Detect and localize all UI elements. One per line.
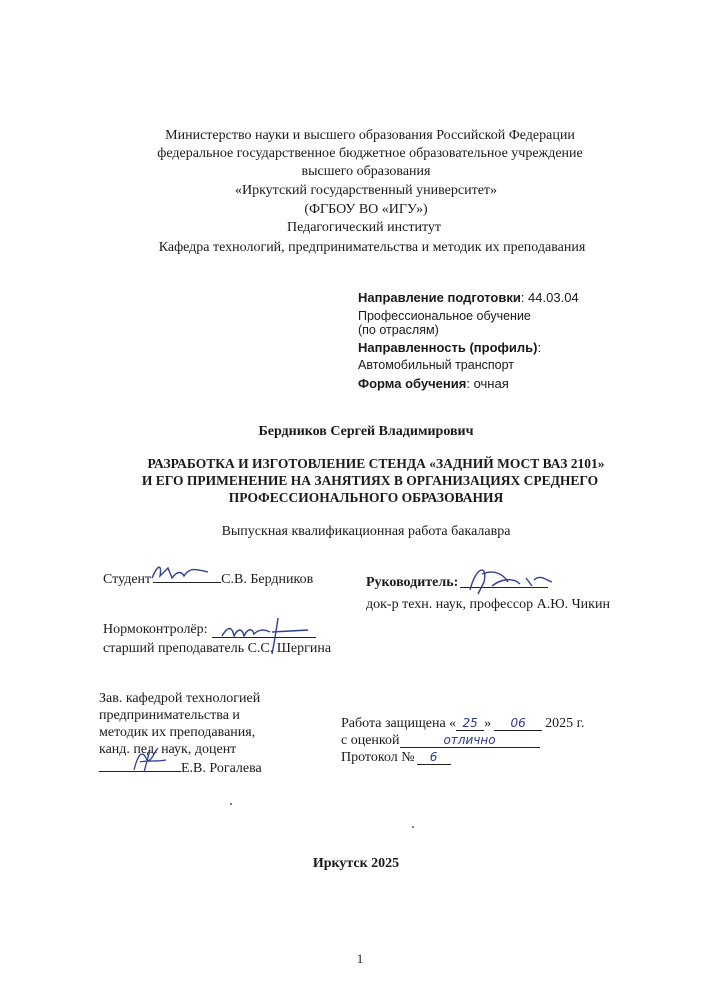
defense-month: 06 (494, 716, 542, 731)
profile-value: Автомобильный транспорт (358, 358, 514, 372)
student-label: Студент (103, 572, 152, 587)
supervisor-description: док-р техн. наук, профессор А.Ю. Чикин (366, 597, 610, 612)
ministry-line: Министерство науки и высшего образования Российской Федерации (165, 128, 575, 143)
protocol-value: 6 (417, 750, 451, 765)
department-name: Кафедра технологий, предпринимательства и методик их преподавания (158, 240, 586, 255)
protocol-line (341, 750, 451, 766)
head-line-1: Зав. кафедрой технологией (99, 691, 261, 706)
university-type-line: федеральное государственное бюджетное образовательное учреждение (157, 146, 583, 161)
university-abbr: (ФГБОУ ВО «ИГУ») (304, 202, 428, 217)
work-type: Выпускная квалификационная работа бакалавра (221, 524, 511, 539)
supervisor-label: Руководитель: (366, 575, 459, 590)
head-line-2: предпринимательства и (99, 708, 240, 723)
stray-dot (230, 803, 232, 805)
normcontrol-label: Нормоконтролёр: (103, 622, 208, 637)
grade-line (341, 733, 540, 749)
supervisor-signature (462, 560, 558, 600)
university-name: «Иркутский государственный университет» (234, 183, 498, 198)
direction-name-2: (по отраслям) (358, 323, 439, 337)
city-year: Иркутск 2025 (312, 856, 400, 871)
title-line-3: ПРОФЕССИОНАЛЬНОГО ОБРАЗОВАНИЯ (228, 490, 504, 505)
defense-line (341, 716, 584, 732)
title-line-2: И ЕГО ПРИМЕНЕНИЕ НА ЗАНЯТИЯХ В ОРГАНИЗАЦИЯХ СРЕДНЕГО (141, 473, 599, 488)
defense-day: 25 (456, 716, 484, 731)
grade-label: с оценкой (341, 733, 400, 748)
defense-year: 2025 г. (545, 716, 585, 731)
defense-close-quote: » (484, 716, 492, 731)
profile-label: Направленность (профиль) (358, 340, 538, 355)
student-name: С.В. Бердников (221, 572, 314, 587)
head-line-3: методик их преподавания, (99, 725, 256, 740)
institute-name: Педагогический институт (286, 220, 442, 235)
page-number: 1 (356, 951, 364, 966)
protocol-label: Протокол № (341, 750, 415, 765)
education-line: высшего образования (301, 164, 431, 179)
direction-label: Направление подготовки (358, 290, 521, 305)
head-signature (126, 742, 176, 776)
grade-value: отлично (400, 733, 540, 748)
direction-line (358, 290, 579, 307)
normcontrol-description: старший преподаватель С.С. Шергина (103, 641, 332, 656)
head-name: Е.В. Рогалева (181, 761, 262, 776)
stray-dot (412, 826, 414, 828)
title-line-1: РАЗРАБОТКА И ИЗГОТОВЛЕНИЕ СТЕНДА «ЗАДНИЙ МОСТ ВАЗ 2101» (147, 456, 605, 471)
direction-value: : 44.03.04 (520, 290, 579, 305)
defense-label: Работа защищена « (341, 716, 457, 731)
student-signature (148, 560, 218, 586)
profile-colon: : (537, 340, 542, 355)
head-line-4: канд. пед. наук, доцент (99, 742, 237, 757)
profile-line (358, 340, 541, 357)
form-value: : очная (466, 376, 509, 391)
head-name-line (99, 759, 262, 777)
direction-name-1: Профессиональное обучение (358, 309, 531, 323)
form-label: Форма обучения (358, 376, 467, 391)
form-line (358, 376, 509, 393)
author-name: Бердников Сергей Владимирович (258, 424, 474, 439)
